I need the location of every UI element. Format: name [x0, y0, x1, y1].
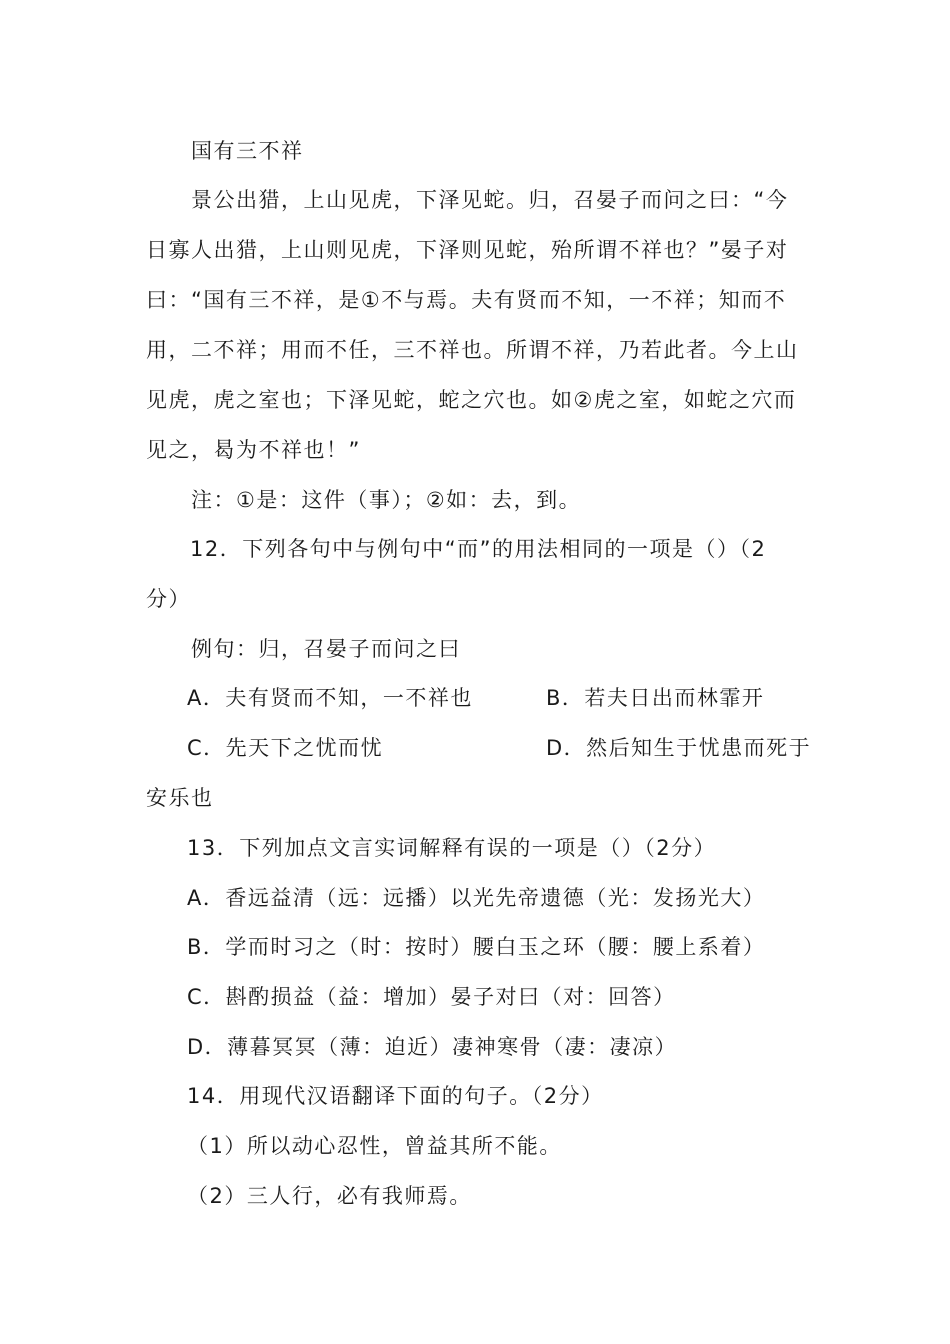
- passage-line: 用，二不祥；用而不任，三不祥也。所谓不祥，乃若此者。今上山: [146, 338, 799, 362]
- question-13-option-a: A．香远益清（远：远播）以光先帝遗德（光：发扬光大）: [187, 886, 766, 910]
- question-12-option-c: C．先天下之忧而忧: [187, 736, 384, 760]
- passage-title: 国有三不祥: [191, 139, 304, 163]
- question-12-option-b: B．若夫日出而林霏开: [546, 686, 765, 710]
- question-13-stem: 13．下列加点文言实词解释有误的一项是（）（2分）: [187, 836, 717, 860]
- question-12-option-a: A．夫有贤而不知，一不祥也: [187, 686, 473, 710]
- passage-line: 见虎，虎之室也；下泽见蛇，蛇之穴也。如②虎之室，如蛇之穴而: [146, 388, 797, 412]
- question-13-option-c: C．斟酌损益（益：增加）晏子对曰（对：回答）: [187, 985, 676, 1009]
- question-12-example: 例句：归，召晏子而问之曰: [191, 637, 461, 661]
- question-12-stem-cont: 分）: [146, 587, 191, 611]
- question-13-option-d: D．薄暮冥冥（薄：迫近）凄神寒骨（凄：凄凉）: [187, 1035, 678, 1059]
- question-12-option-d: D．然后知生于忧患而死于: [546, 736, 812, 760]
- question-12-option-d-cont: 安乐也: [146, 786, 214, 810]
- question-14-item-1: （1）所以动心忍性，曾益其所不能。: [187, 1134, 562, 1158]
- passage-line: 日寡人出猎，上山则见虎，下泽则见蛇，殆所谓不祥也？”晏子对: [146, 238, 789, 262]
- passage-line: 曰：“国有三不祥，是①不与焉。夫有贤而不知，一不祥；知而不: [146, 288, 787, 312]
- passage-line: 景公出猎，上山见虎，下泽见蛇。归，召晏子而问之曰：“今: [191, 188, 789, 212]
- question-12-stem: 12．下列各句中与例句中“而”的用法相同的一项是（）（2: [190, 537, 767, 561]
- question-13-option-b: B．学而时习之（时：按时）腰白玉之环（腰：腰上系着）: [187, 935, 766, 959]
- passage-note: 注：①是：这件（事）；②如：去，到。: [191, 488, 582, 512]
- question-14-stem: 14．用现代汉语翻译下面的句子。（2分）: [187, 1084, 604, 1108]
- question-14-item-2: （2）三人行，必有我师焉。: [187, 1184, 472, 1208]
- passage-line: 见之，曷为不祥也！”: [146, 438, 361, 462]
